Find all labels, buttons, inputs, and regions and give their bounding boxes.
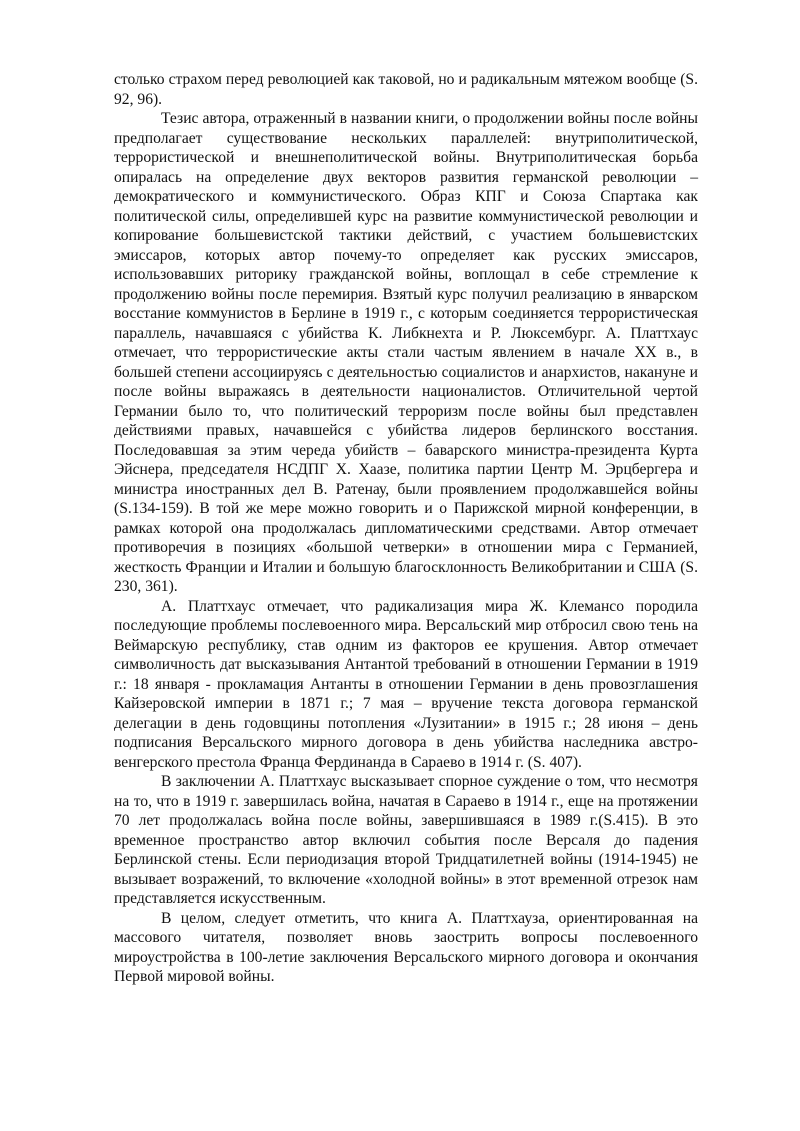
document-page <box>114 70 698 987</box>
paragraph-conclusion: В заключении А. Платтхаус высказывает спорное суждение о том, что несмотря на то, что в 1919 г. завершилась война, начатая в Сараево в 1914 г., еще на протяжении 70 лет продолжалась война после войны, завершившаяся в 1989 г.(S.415). В это временное пространство автор включил события после Версаля до падения Берлинской стены. Если периодизация второй Тридцатилетней войны (1914-1945) не вызывает возражений, то включение «холодной войны» в этот временной отрезок нам представляется искусственным. <box>114 773 698 907</box>
paragraph-clemenceau: А. Платтхаус отмечает, что радикализация мира Ж. Клемансо породила последующие проблемы послевоенного мира. Версальский мир отбросил свою тень на Веймарскую республику, став одним из факторов ее крушения. Автор отмечает символичность дат высказывания Антантой требований в отношении Германии в 1919 г.: 18 января - прокламация Антанты в отношении Германии в день провозглашения Кайзеровской империи в 1871 г.; 7 мая – вручение текста договора германской делегации в день годовщины потопления «Лузитании» в 1915 г.; 28 июня – день подписания Версальского мирного договора в день убийства наследника австро-венгерского престола Франца Фердинанда в Сараево в 1914 г. (S. 407). <box>114 597 698 771</box>
paragraph-continuation: столько страхом перед революцией как таковой, но и радикальным мятежом вообще (S. 92, 96). <box>114 71 698 108</box>
paragraph-summary: В целом, следует отметить, что книга А. Платтхауза, ориентированная на массового читателя, позволяет вновь заострить вопросы послевоенного мироустройства в 100-летие заключения Версальского мирного договора и окончания Первой мировой войны. <box>114 909 698 985</box>
paragraph-thesis: Тезис автора, отраженный в названии книги, о продолжении войны после войны предполагает существование нескольких параллелей: внутриполитической, террористической и внешнеполитической войны. Внутриполитическая борьба опиралась на определение двух векторов развития германской революции – демократического и коммунистического. Образ КПГ и Союза Спартака как политической силы, определившей курс на развитие коммунистической революции и копирование большевистской тактики действий, с участием большевистских эмиссаров, которых автор почему-то определяет как русских эмиссаров, использовавших риторику гражданской войны, воплощал в себе стремление к продолжению войны после перемирия. Взятый курс получил реализацию в январском восстание коммунистов в Берлине в 1919 г., с которым соединяется террористическая параллель, начавшаяся с убийства К. Либкнехта и Р. Люксембург. А. Платтхаус отмечает, что террористические акты стали частым явлением в начале XX в., в большей степени ассоциируясь с деятельностью социалистов и анархистов, накануне и после войны выражаясь в деятельности националистов. Отличительной чертой Германии было то, что политический терроризм после войны был представлен действиями правых, начавшейся с убийства лидеров берлинского восстания. Последовавшая за этим череда убийств – баварского министра-президента Курта Эйснера, председателя НСДПГ Х. Хаазе, политика партии Центр М. Эрцбергера и министра иностранных дел В. Ратенау, были проявлением продолжавшейся войны (S.134-159). В той же мере можно говорить и о Парижской мирной конференции, в рамках которой она продолжалась дипломатическими средствами. Автор отмечает противоречия в позициях «большой четверки» в отношении мира с Германией, жесткость Франции и Италии и большую благосклонность Великобритании и США (S. 230, 361). <box>114 110 698 595</box>
